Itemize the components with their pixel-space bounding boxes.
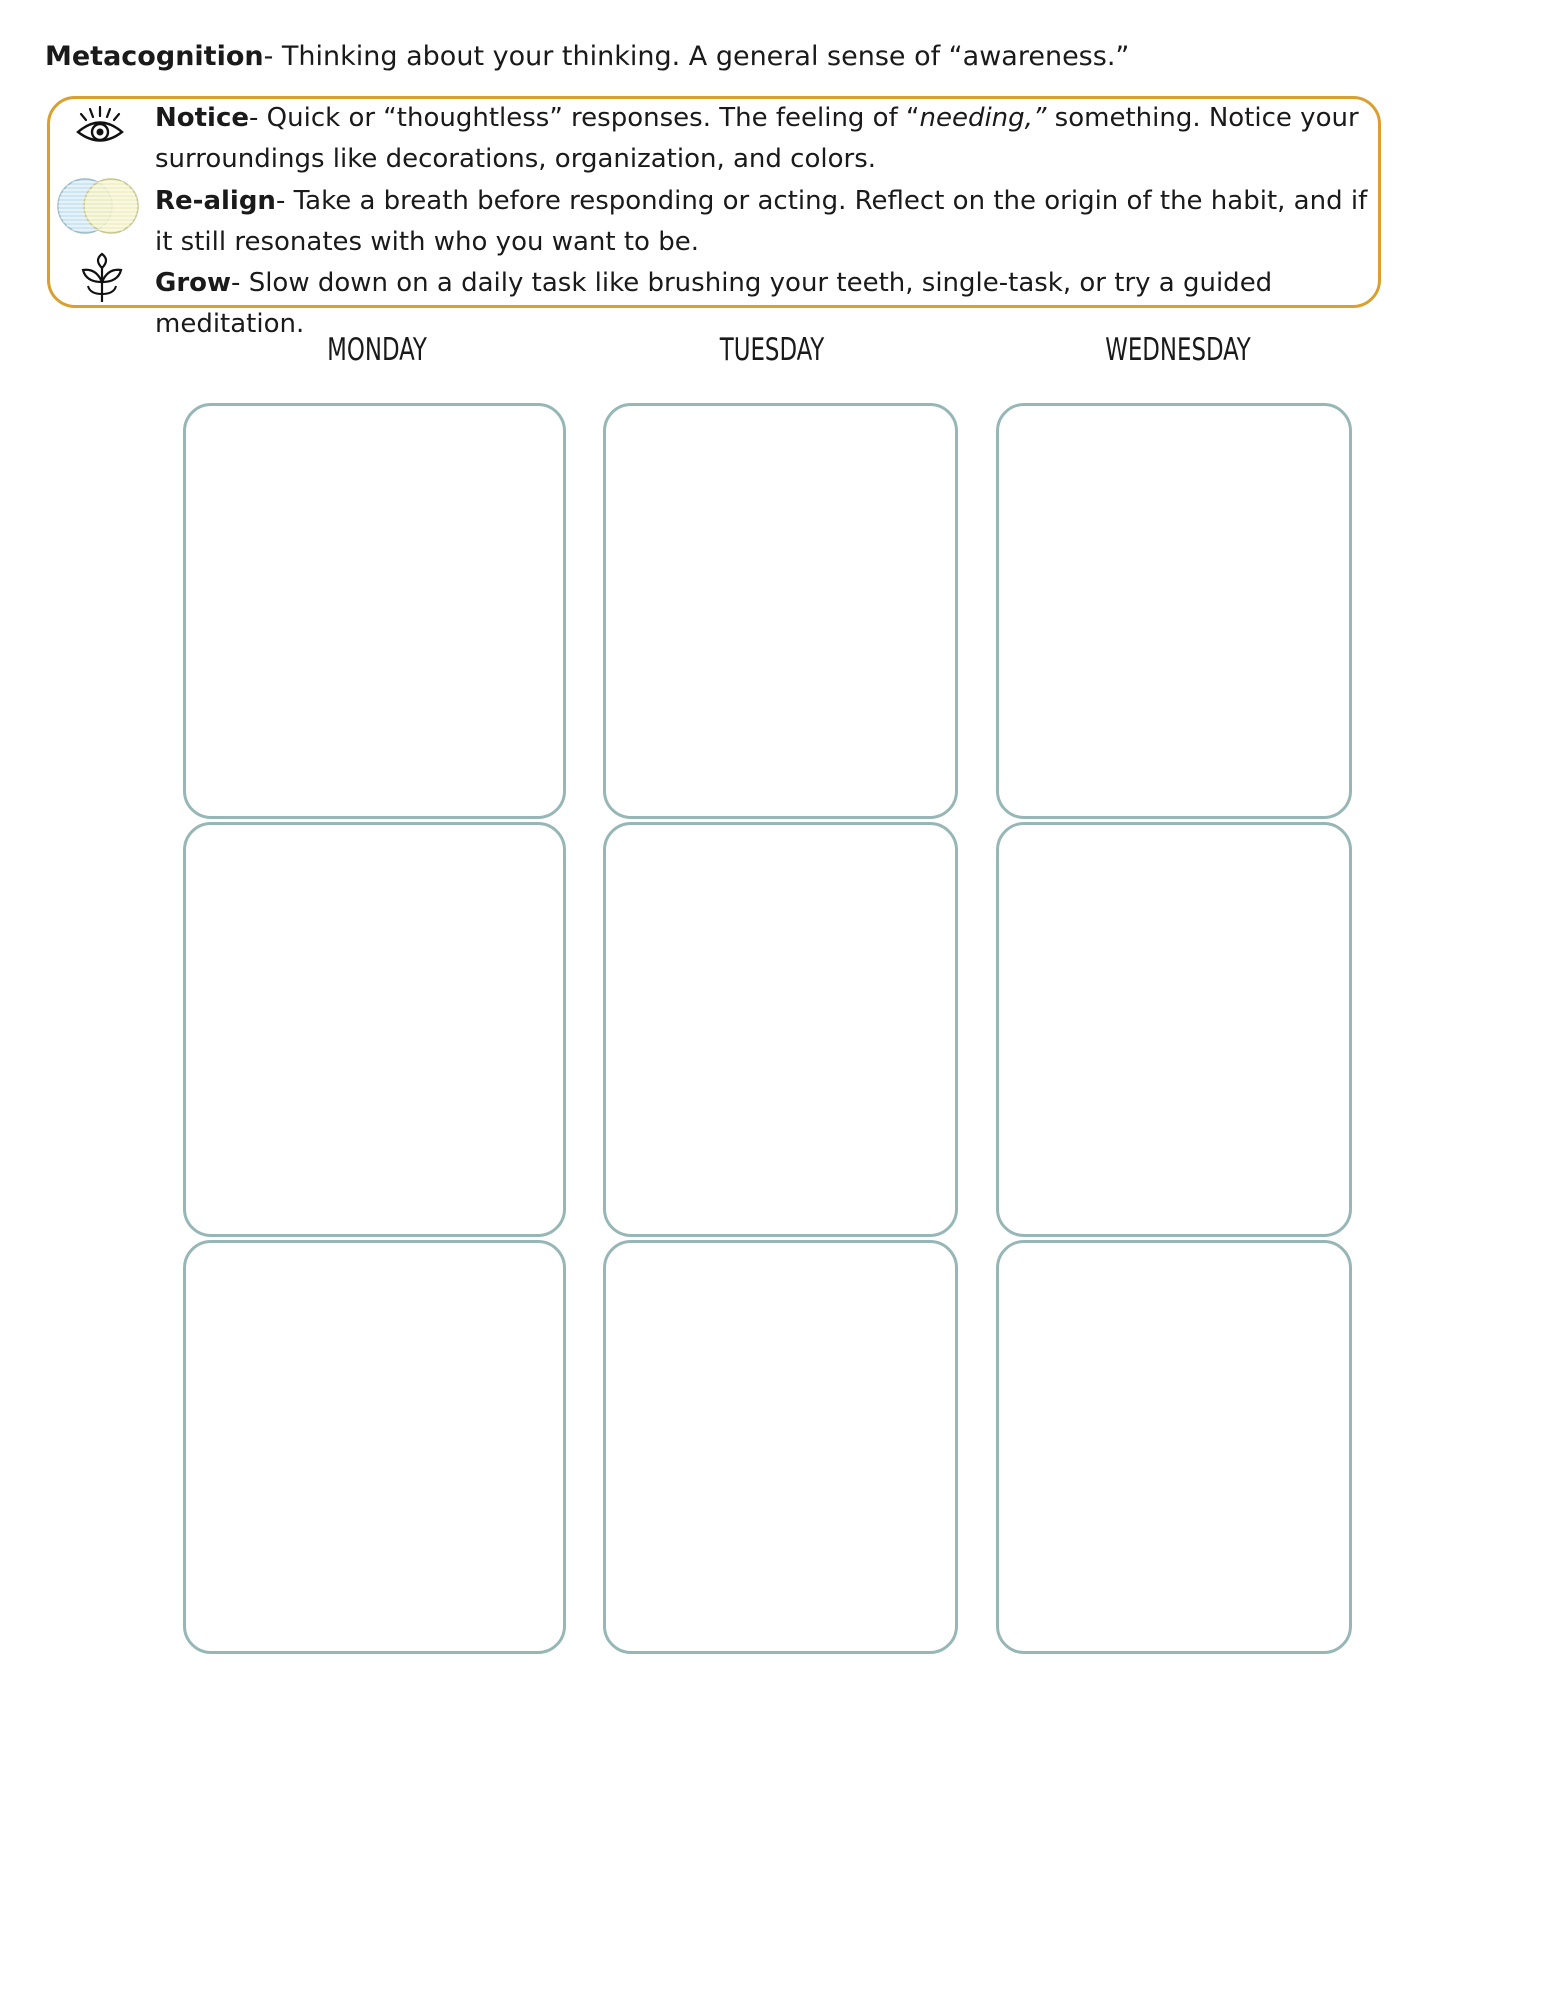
tuesday-box-2[interactable] (603, 822, 958, 1237)
wednesday-box-3[interactable] (996, 1240, 1352, 1654)
monday-box-3[interactable] (183, 1240, 566, 1654)
realign-item (155, 181, 1370, 263)
legend-box (47, 96, 1381, 339)
notice-text-before: - Quick or “thoughtless” responses. The feeling of “ (249, 103, 920, 133)
notice-text-after: something. Notice your surroundings like decorations, organization, and colors. (155, 103, 1359, 174)
wednesday-box-1[interactable] (996, 403, 1352, 819)
monday-box-2[interactable] (183, 822, 566, 1237)
monday-box-1[interactable] (183, 403, 566, 819)
grow-text: - Slow down on a daily task like brushing your teeth, single-task, or try a guided meditation. (155, 268, 1273, 339)
sprout-icon (80, 252, 124, 304)
venn-diagram-icon (56, 176, 140, 236)
grow-term: Grow (155, 268, 232, 298)
day-label-tuesday: TUESDAY (719, 332, 825, 368)
notice-term: Notice (155, 103, 250, 133)
intro-definition: - Thinking about your thinking. A general sense of “awareness.” (263, 41, 1130, 72)
realign-term: Re-align (155, 186, 276, 216)
eye-icon (75, 105, 125, 147)
intro-term: Metacognition (45, 41, 264, 72)
tuesday-box-1[interactable] (603, 403, 958, 819)
wednesday-box-2[interactable] (996, 822, 1352, 1237)
day-label-monday: MONDAY (327, 332, 427, 368)
intro-line (45, 38, 1129, 76)
notice-item (155, 98, 1370, 180)
tuesday-box-3[interactable] (603, 1240, 958, 1654)
realign-text: - Take a breath before responding or acting. Reflect on the origin of the habit, and if it still resonates with who you want to be. (155, 186, 1368, 257)
day-label-wednesday: WEDNESDAY (1105, 332, 1251, 368)
notice-emphasis: needing,” (919, 103, 1047, 133)
